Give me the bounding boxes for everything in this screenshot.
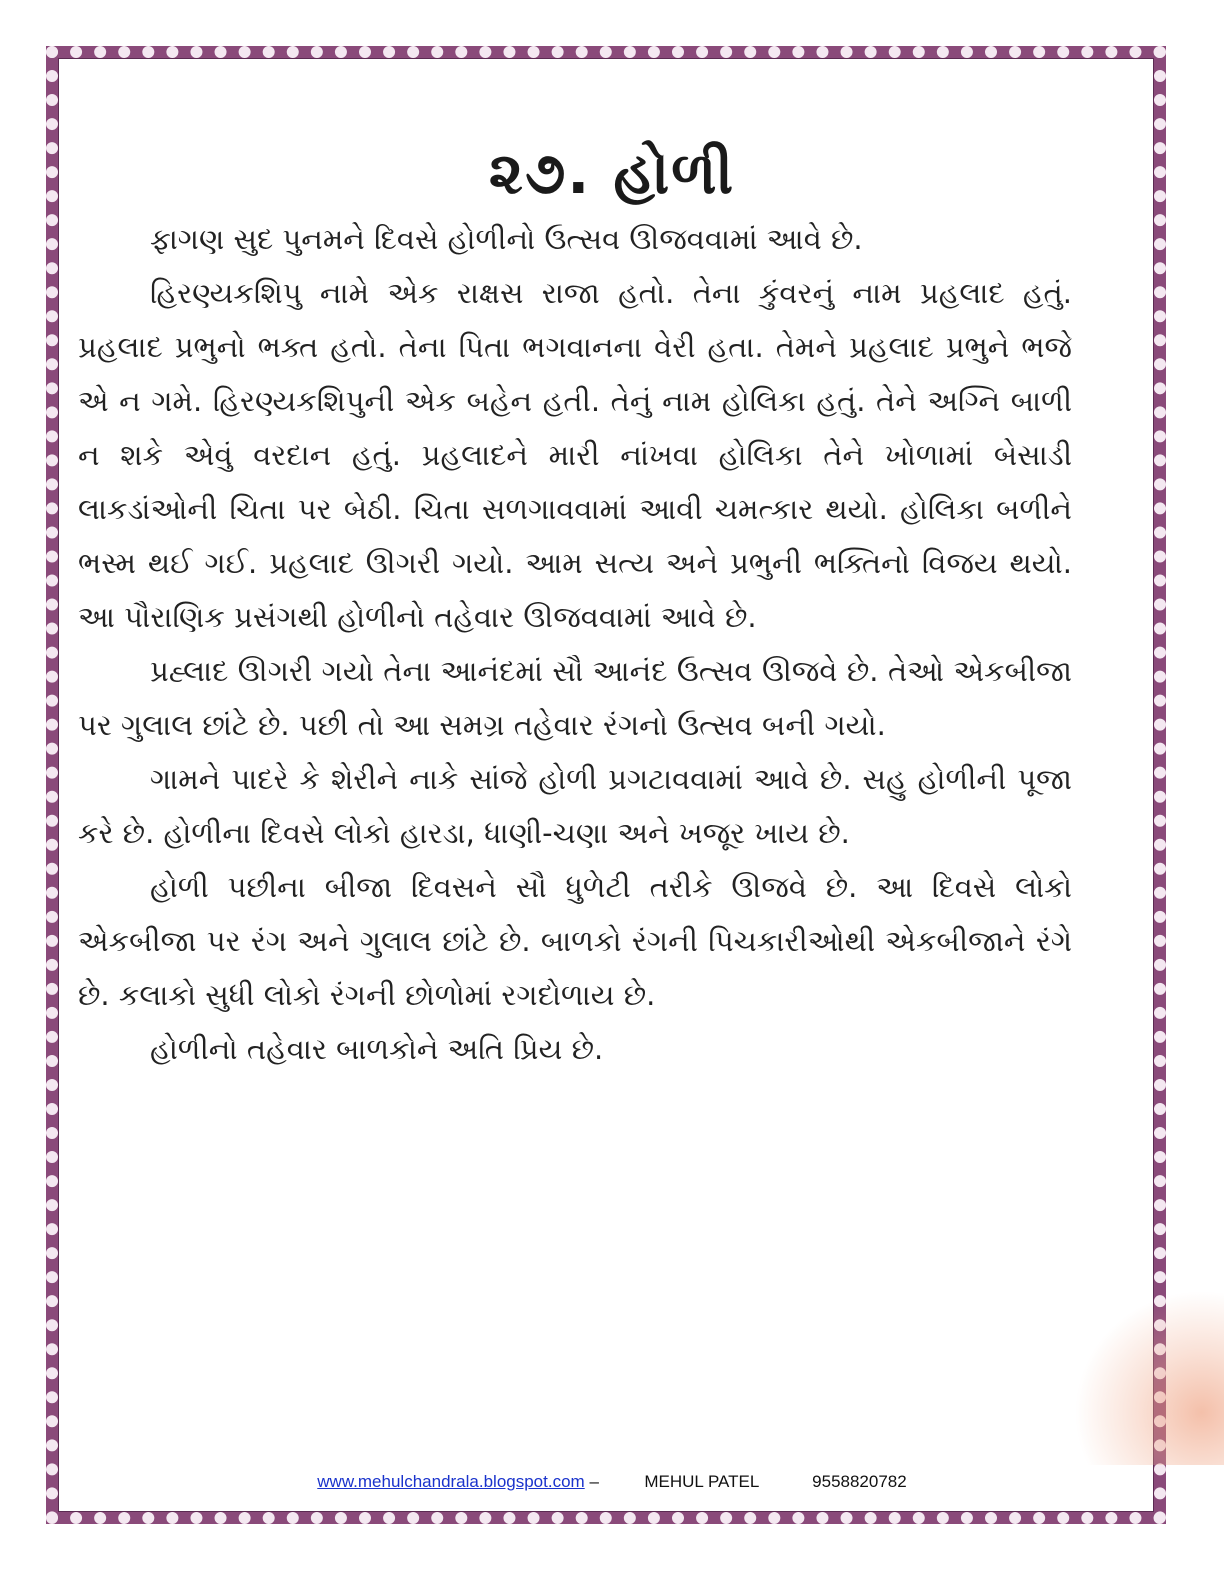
footer-author: MEHUL PATEL	[644, 1472, 759, 1491]
page-footer	[0, 1472, 1224, 1492]
blog-link[interactable]: www.mehulchandrala.blogspot.com	[317, 1472, 585, 1491]
paragraph-3: પ્રહ્લાદ ઊગરી ગયો તેના આનંદમાં સૌ આનંદ ઉત્સવ ઊજવે છે. તેઓ એકબીજા પર ગુલાલ છાંટે છે. પછી તો આ સમગ્ર તહેવાર રંગનો ઉત્સવ બની ગયો.	[78, 654, 1072, 742]
footer-phone: 9558820782	[812, 1472, 907, 1491]
paragraph-4: ગામને પાદરે કે શેરીને નાકે સાંજે હોળી પ્રગટાવવામાં આવે છે. સહુ હોળીની પૂજા કરે છે. હોળીના દિવસે લોકો હારડા, ધાણી-ચણા અને ખજૂર ખાય છે.	[78, 762, 1072, 850]
paragraph-6: હોળીનો તહેવાર બાળકોને અતિ પ્રિય છે.	[150, 1032, 604, 1066]
article-body	[78, 212, 1072, 1076]
page-title: ૨૭. હોળી	[488, 138, 736, 207]
color-splash-decoration	[1074, 1290, 1224, 1465]
footer-dash: –	[589, 1472, 599, 1491]
paragraph-2: હિરણ્યકશિપુ નામે એક રાક્ષસ રાજા હતો. તેના કુંવરનું નામ પ્રહલાદ હતું. પ્રહલાદ પ્રભુનો ભક્ત હતો. તેના પિતા ભગવાનના વેરી હતા. તેમને પ્રહલાદ પ્રભુને ભજે એ ન ગમે. હિરણ્યકશિપુની એક બહેન હતી. તેનું નામ હોલિકા હતું. તેને અગ્નિ બાળી ન શકે એવું વરદાન હતું. પ્રહલાદને મારી નાંખવા હોલિકા તેને ખોળામાં બેસાડી લાકડાંઓની ચિતા પર બેઠી. ચિતા સળગાવવામાં આવી ચમત્કાર થયો. હોલિકા બળીને ભસ્મ થઈ ગઈ. પ્રહલાદ ઊગરી ગયો. આમ સત્ય અને પ્રભુની ભક્તિનો વિજય થયો. આ પૌરાણિક પ્રસંગથી હોળીનો તહેવાર ઊજવવામાં આવે છે.	[78, 276, 1072, 634]
paragraph-5: હોળી પછીના બીજા દિવસને સૌ ધુળેટી તરીકે ઊજવે છે. આ દિવસે લોકો એકબીજા પર રંગ અને ગુલાલ છાંટે છે. બાળકો રંગની પિચકારીઓથી એકબીજાને રંગે છે. કલાકો સુધી લોકો રંગની છોળોમાં રગદોળાય છે.	[78, 870, 1072, 1012]
paragraph-1: ફાગણ સુદ પુનમને દિવસે હોળીનો ઉત્સવ ઊજવવામાં આવે છે.	[150, 222, 863, 256]
